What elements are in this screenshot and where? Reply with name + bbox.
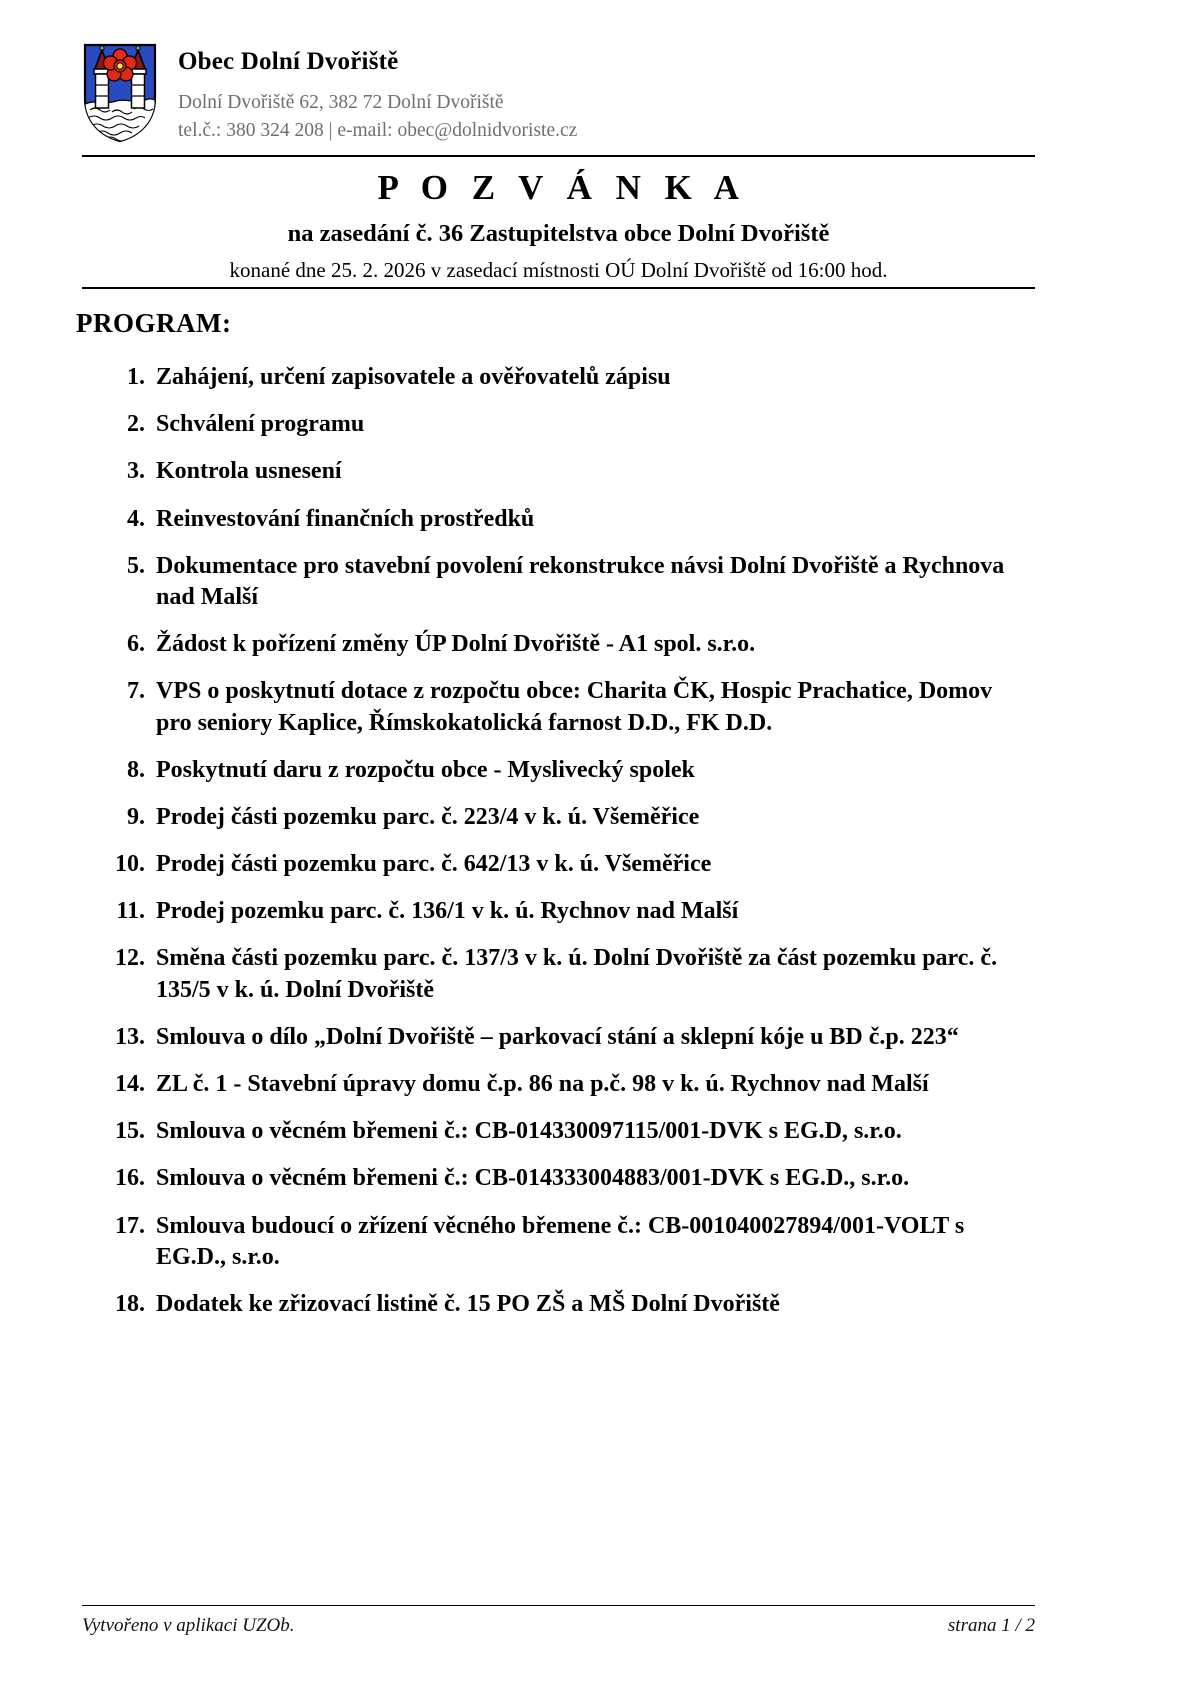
agenda-item [108, 629, 1038, 660]
agenda-item [108, 456, 1038, 487]
agenda-item-number: 10. [115, 851, 145, 878]
footer-left-text: Vytvořeno v aplikaci UZOb. [82, 1615, 295, 1636]
agenda-item-text: Reinvestování finančních prostředků [156, 505, 535, 532]
agenda-item [108, 1069, 1038, 1100]
agenda-item-number: 16. [115, 1165, 145, 1192]
agenda-item-text: Schválení programu [156, 411, 365, 438]
letterhead [82, 42, 1035, 145]
agenda-item-text: ZL č. 1 - Stavební úpravy domu č.p. 86 na p.č. 98 v k. ú. Rychnov nad Malší [156, 1071, 929, 1097]
agenda-item [108, 362, 1038, 393]
agenda-item-number: 7. [127, 678, 145, 705]
title-divider [82, 287, 1035, 289]
page-footer [82, 1615, 1035, 1637]
agenda-item-text: Poskytnutí daru z rozpočtu obce - Myslivecký spolek [156, 756, 695, 783]
organization-address: Dolní Dvořiště 62, 382 72 Dolní Dvořiště [178, 91, 504, 113]
agenda-item-number: 18. [115, 1290, 145, 1317]
agenda-item-text: Smlouva budoucí o zřízení věcného břemene č.: CB-001040027894/001-VOLT s EG.D., s.r.o. [156, 1212, 965, 1270]
agenda-item [108, 409, 1038, 440]
agenda-item-text: Žádost k pořízení změny ÚP Dolní Dvořiště - A1 spol. s.r.o. [156, 631, 756, 658]
agenda-item-number: 8. [127, 756, 145, 783]
agenda-item-number: 11. [116, 898, 145, 925]
agenda-item-text: Prodej části pozemku parc. č. 642/13 v k. ú. Všeměřice [156, 851, 712, 878]
agenda-item [108, 1289, 1038, 1320]
agenda-item-number: 6. [127, 631, 145, 658]
agenda-item-number: 15. [115, 1118, 145, 1145]
agenda-item-text: Směna části pozemku parc. č. 137/3 v k. ú. Dolní Dvořiště za část pozemku parc. č. 135/5 v k. ú. Dolní Dvořiště [156, 945, 998, 1003]
agenda-item [108, 849, 1038, 880]
agenda-item [108, 896, 1038, 927]
agenda-item [108, 504, 1038, 535]
agenda-item-text: Prodej pozemku parc. č. 136/1 v k. ú. Rychnov nad Malší [156, 898, 739, 925]
footer-page-number: strana 1 / 2 [947, 1615, 1035, 1636]
program-heading: PROGRAM: [76, 308, 232, 338]
agenda-item [108, 1022, 1038, 1053]
agenda-item-text: Dodatek ke zřizovací listině č. 15 PO ZŠ a MŠ Dolní Dvořiště [156, 1290, 780, 1317]
header-divider [82, 155, 1035, 157]
coat-of-arms-icon [82, 42, 158, 144]
document-subtitle: na zasedání č. 36 Zastupitelstva obce Dolní Dvořiště [287, 219, 830, 247]
agenda-item [108, 802, 1038, 833]
agenda-item-text: Smlouva o věcném břemeni č.: CB-014333004883/001-DVK s EG.D., s.r.o. [156, 1165, 910, 1192]
agenda-item-number: 2. [127, 411, 145, 438]
agenda-item-text: Dokumentace pro stavební povolení rekonstrukce návsi Dolní Dvořiště a Rychnova nad Malší [156, 552, 1005, 610]
organization-contact: tel.č.: 380 324 208 | e-mail: obec@dolnidvoriste.cz [178, 120, 578, 142]
agenda-item-text: VPS o poskytnutí dotace z rozpočtu obce: Charita ČK, Hospic Prachatice, Domov pro seniory Kaplice, Římskokatolická farnost D.D., FK D.D. [156, 678, 993, 736]
agenda-item-text: Zahájení, určení zapisovatele a ověřovatelů zápisu [156, 364, 671, 390]
footer-divider [82, 1605, 1035, 1606]
agenda-item-number: 14. [115, 1071, 145, 1097]
agenda-item-number: 13. [115, 1023, 145, 1050]
agenda-item-text: Prodej části pozemku parc. č. 223/4 v k. ú. Všeměřice [156, 803, 700, 830]
agenda-item [108, 676, 1038, 738]
agenda-item-number: 3. [127, 458, 145, 485]
organization-name: Obec Dolní Dvořiště [178, 48, 399, 75]
agenda-item-text: Smlouva o věcném břemeni č.: CB-014330097115/001-DVK s EG.D, s.r.o. [156, 1118, 902, 1145]
agenda-item [108, 943, 1038, 1005]
agenda-item [108, 1116, 1038, 1147]
agenda-item-number: 5. [127, 552, 145, 579]
agenda-item-number: 17. [115, 1212, 145, 1239]
organization-block [178, 42, 577, 145]
agenda-list [108, 362, 1038, 1336]
agenda-item-text: Smlouva o dílo „Dolní Dvořiště – parkovací stání a sklepní kóje u BD č.p. 223“ [156, 1023, 959, 1050]
agenda-item [108, 1211, 1038, 1273]
agenda-item-number: 9. [127, 803, 145, 830]
agenda-item [108, 755, 1038, 786]
page-title: P O Z V Á N K A [377, 168, 747, 207]
agenda-item [108, 551, 1038, 613]
meeting-details: konané dne 25. 2. 2026 v zasedací místnosti OÚ Dolní Dvořiště od 16:00 hod. [229, 257, 888, 282]
agenda-item-number: 4. [127, 505, 145, 532]
agenda-item-number: 12. [115, 945, 145, 972]
agenda-item-number: 1. [127, 364, 145, 390]
agenda-item-text: Kontrola usnesení [156, 458, 342, 485]
title-block [82, 166, 1035, 284]
agenda-item [108, 1163, 1038, 1194]
